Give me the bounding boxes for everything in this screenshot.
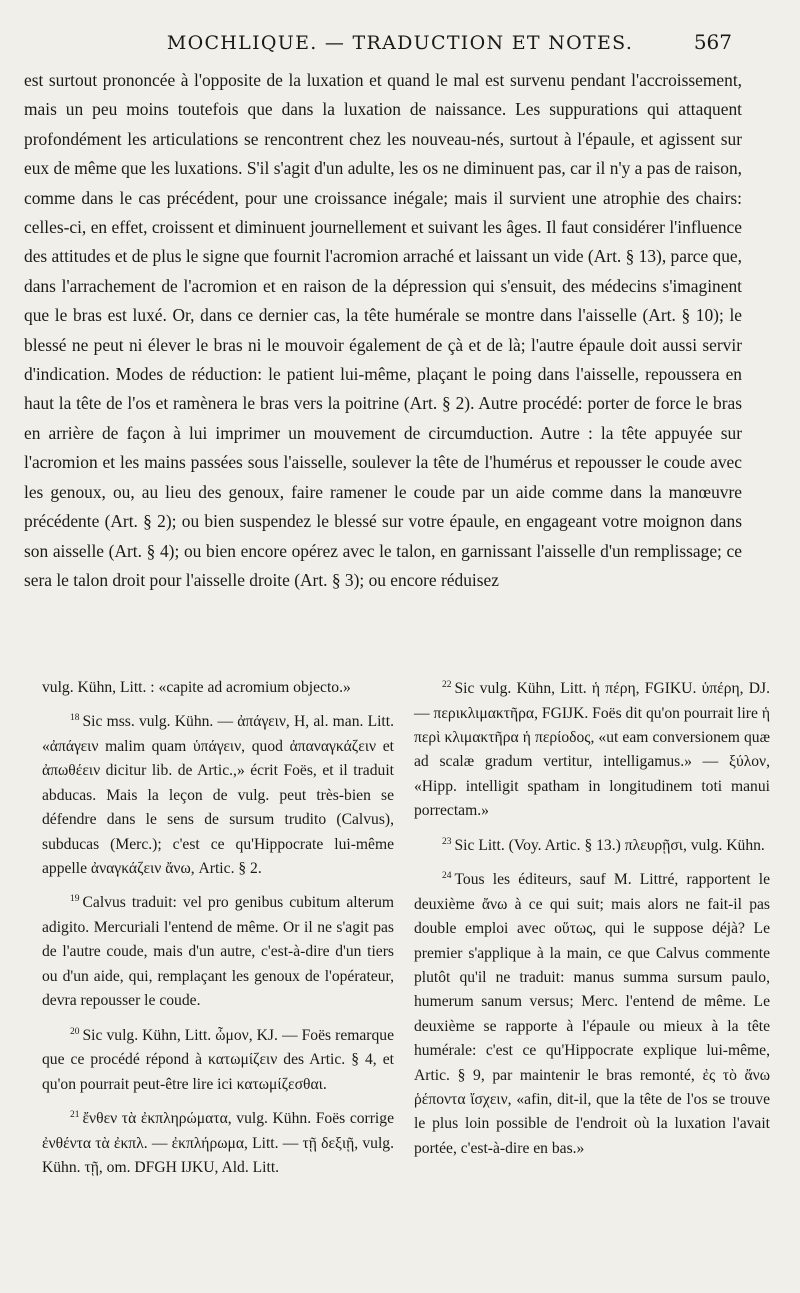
running-title: MOCHLIQUE. — TRADUCTION ET NOTES. [166, 32, 634, 54]
footnote-text: Tous les éditeurs, sauf M. Littré, rapportent le deuxième ἄνω à ce qui suit; mais alors ne fait-il pas double emploi avec οὕτως, qui le suppose déjà? Le premier s'applique à la main, ce que Calvus commente plutôt qu'il ne traduit: manus summa sursum paulo, humerum sanum versus; Merc. l'entend de même. Le deuxième se rapporte à l'épaule ou mieux à la tête humérale: c'est ce qu'Hippocrate explique lui-même, Artic. § 9, par maintenir le bras remonté, ἐς τὸ ἄνω ῥέποντα ἴσχειν, «afin, dit-il, que la tête de l'os se trouve le plus loin possible de l'endroit où la luxation l'avait portée, c'est-à-dire en bas.» [414, 871, 770, 1157]
footnotes-right-column [414, 673, 770, 1167]
footnote-text: vulg. Kühn, Litt. : «capite ad acromium objecto.» [42, 679, 351, 696]
footnotes-left-column [42, 676, 394, 1186]
footnote-continued [42, 676, 394, 700]
footnote-number: 22 [442, 680, 452, 690]
footnote-23 [414, 830, 770, 859]
footnote-22 [414, 673, 770, 824]
footnote-number: 20 [70, 1026, 80, 1037]
running-header [30, 28, 770, 58]
footnote-text: Sic mss. vulg. Kühn. — ἀπάγειν, H, al. man. Litt. «ἀπάγειν malim quam ὑπάγειν, quod ἀπαναγκάζειν et ἀπωθέειν dicitur lib. de Artic.,» écrit Foës, et il traduit abducas. Mais la leçon de vulg. peut très-bien se défendre dans le sens de sursum trudito (Calvus), subducas (Merc.); c'est ce qu'Hippocrate lui-même appelle ἀναγκάζειν ἄνω, Artic. § 2. [42, 713, 394, 878]
footnote-number: 24 [442, 871, 452, 882]
footnote-21 [42, 1103, 394, 1180]
footnote-text: Sic vulg. Kühn, Litt. ἡ πέρη, FGIKU. ὑπέρη, DJ. — περικλιμακτῆρα, FGIJK. Foës dit qu'on pourrait lire ἡ περὶ κλιμακτῆρα ἡ περίοδος, «ut eam conversionem quæ ad scalæ gradum vertitur, intelligamus.» — ξύλον, «Hipp. intelligit spatham in longitudinem toti manui porrectam.» [414, 680, 770, 820]
footnote-20 [42, 1020, 394, 1097]
footnote-text: Sic vulg. Kühn, Litt. ὦμον, KJ. — Foës remarque que ce procédé répond à κατωμίζειν des Artic. § 4, et qu'on pourrait peut-être lire ici κατωμίζεσθαι. [42, 1026, 394, 1093]
footnote-19 [42, 887, 394, 1013]
footnote-text: Calvus traduit: vel pro genibus cubitum alterum adigito. Mercuriali l'entend de même. Or il ne s'agit pas de l'autre coude, mais d'un autre, c'est-à-dire d'un tiers ou d'un aide, qui, remplaçant les genoux de l'opérateur, devra repousser le coude. [42, 894, 394, 1010]
footnote-number: 18 [70, 713, 80, 724]
footnote-number: 19 [70, 894, 80, 905]
footnote-text: Sic Litt. (Voy. Artic. § 13.) πλευρῇσι, vulg. Kühn. [454, 836, 765, 854]
main-translation-text [24, 66, 742, 595]
footnote-text: ἔνθεν τὰ ἐκπληρώματα, vulg. Kühn. Foës corrige ἐνθέντα τὰ ἐκπλ. — ἐκπλήρωμα, Litt. — τῇ δεξιῇ, vulg. Kühn. τῇ, om. DFGH IJKU, Ald. Litt. [42, 1110, 394, 1177]
footnote-18 [42, 706, 394, 881]
main-paragraph: est surtout prononcée à l'opposite de la luxation et quand le mal est survenu pendant l'accroissement, mais un peu moins toutefois que dans la luxation de naissance. Les suppurations qui attaquent profondément les articulations se rencontrent chez les nouveau-nés, surtout à l'épaule, et agissent sur eux de même que les luxations. S'il s'agit d'un adulte, les os ne diminuent pas, car il n'y a pas de raison, comme dans le cas précédent, pour une croissance inégale; mais il survient une atrophie des chairs: celles-ci, en effet, croissent et diminuent journellement et suivant les âges. Il faut considérer l'influence des attitudes et de plus le signe que fournit l'acromion arraché et laissant un vide (Art. § 13), parce que, dans l'arrachement de l'acromion et en raison de la dépression qui s'ensuit, des médecins s'imaginent que le bras est luxé. Or, dans ce dernier cas, la tête humérale se montre dans l'aisselle (Art. § 10); le blessé ne peut ni élever le bras ni le mouvoir également de çà et de là; l'autre épaule doit aussi servir d'indication. Modes de réduction: le patient lui-même, plaçant le poing dans l'aisselle, repoussera en haut la tête de l'os et ramènera le bras vers la poitrine (Art. § 2). Autre procédé: porter de force le bras en arrière de façon à lui imprimer un mouvement de circumduction. Autre : la tête appuyée sur l'acromion et les mains passées sous l'aisselle, soulever la tête de l'humérus et repousser le coude avec les genoux, ou, au lieu des genoux, faire ramener le coude par un aide comme dans la manœuvre précédente (Art. § 2); ou bien suspendez le blessé sur votre épaule, en engageant votre moignon dans son aisselle (Art. § 4); ou bien encore opérez avec le talon, en garnissant l'aisselle d'un remplissage; ce sera le talon droit pour l'aisselle droite (Art. § 3); ou encore réduisez [24, 70, 742, 590]
footnote-number: 23 [442, 836, 452, 847]
footnote-number: 21 [70, 1110, 80, 1121]
footnote-24 [414, 864, 770, 1161]
page-number: 567 [693, 30, 732, 54]
